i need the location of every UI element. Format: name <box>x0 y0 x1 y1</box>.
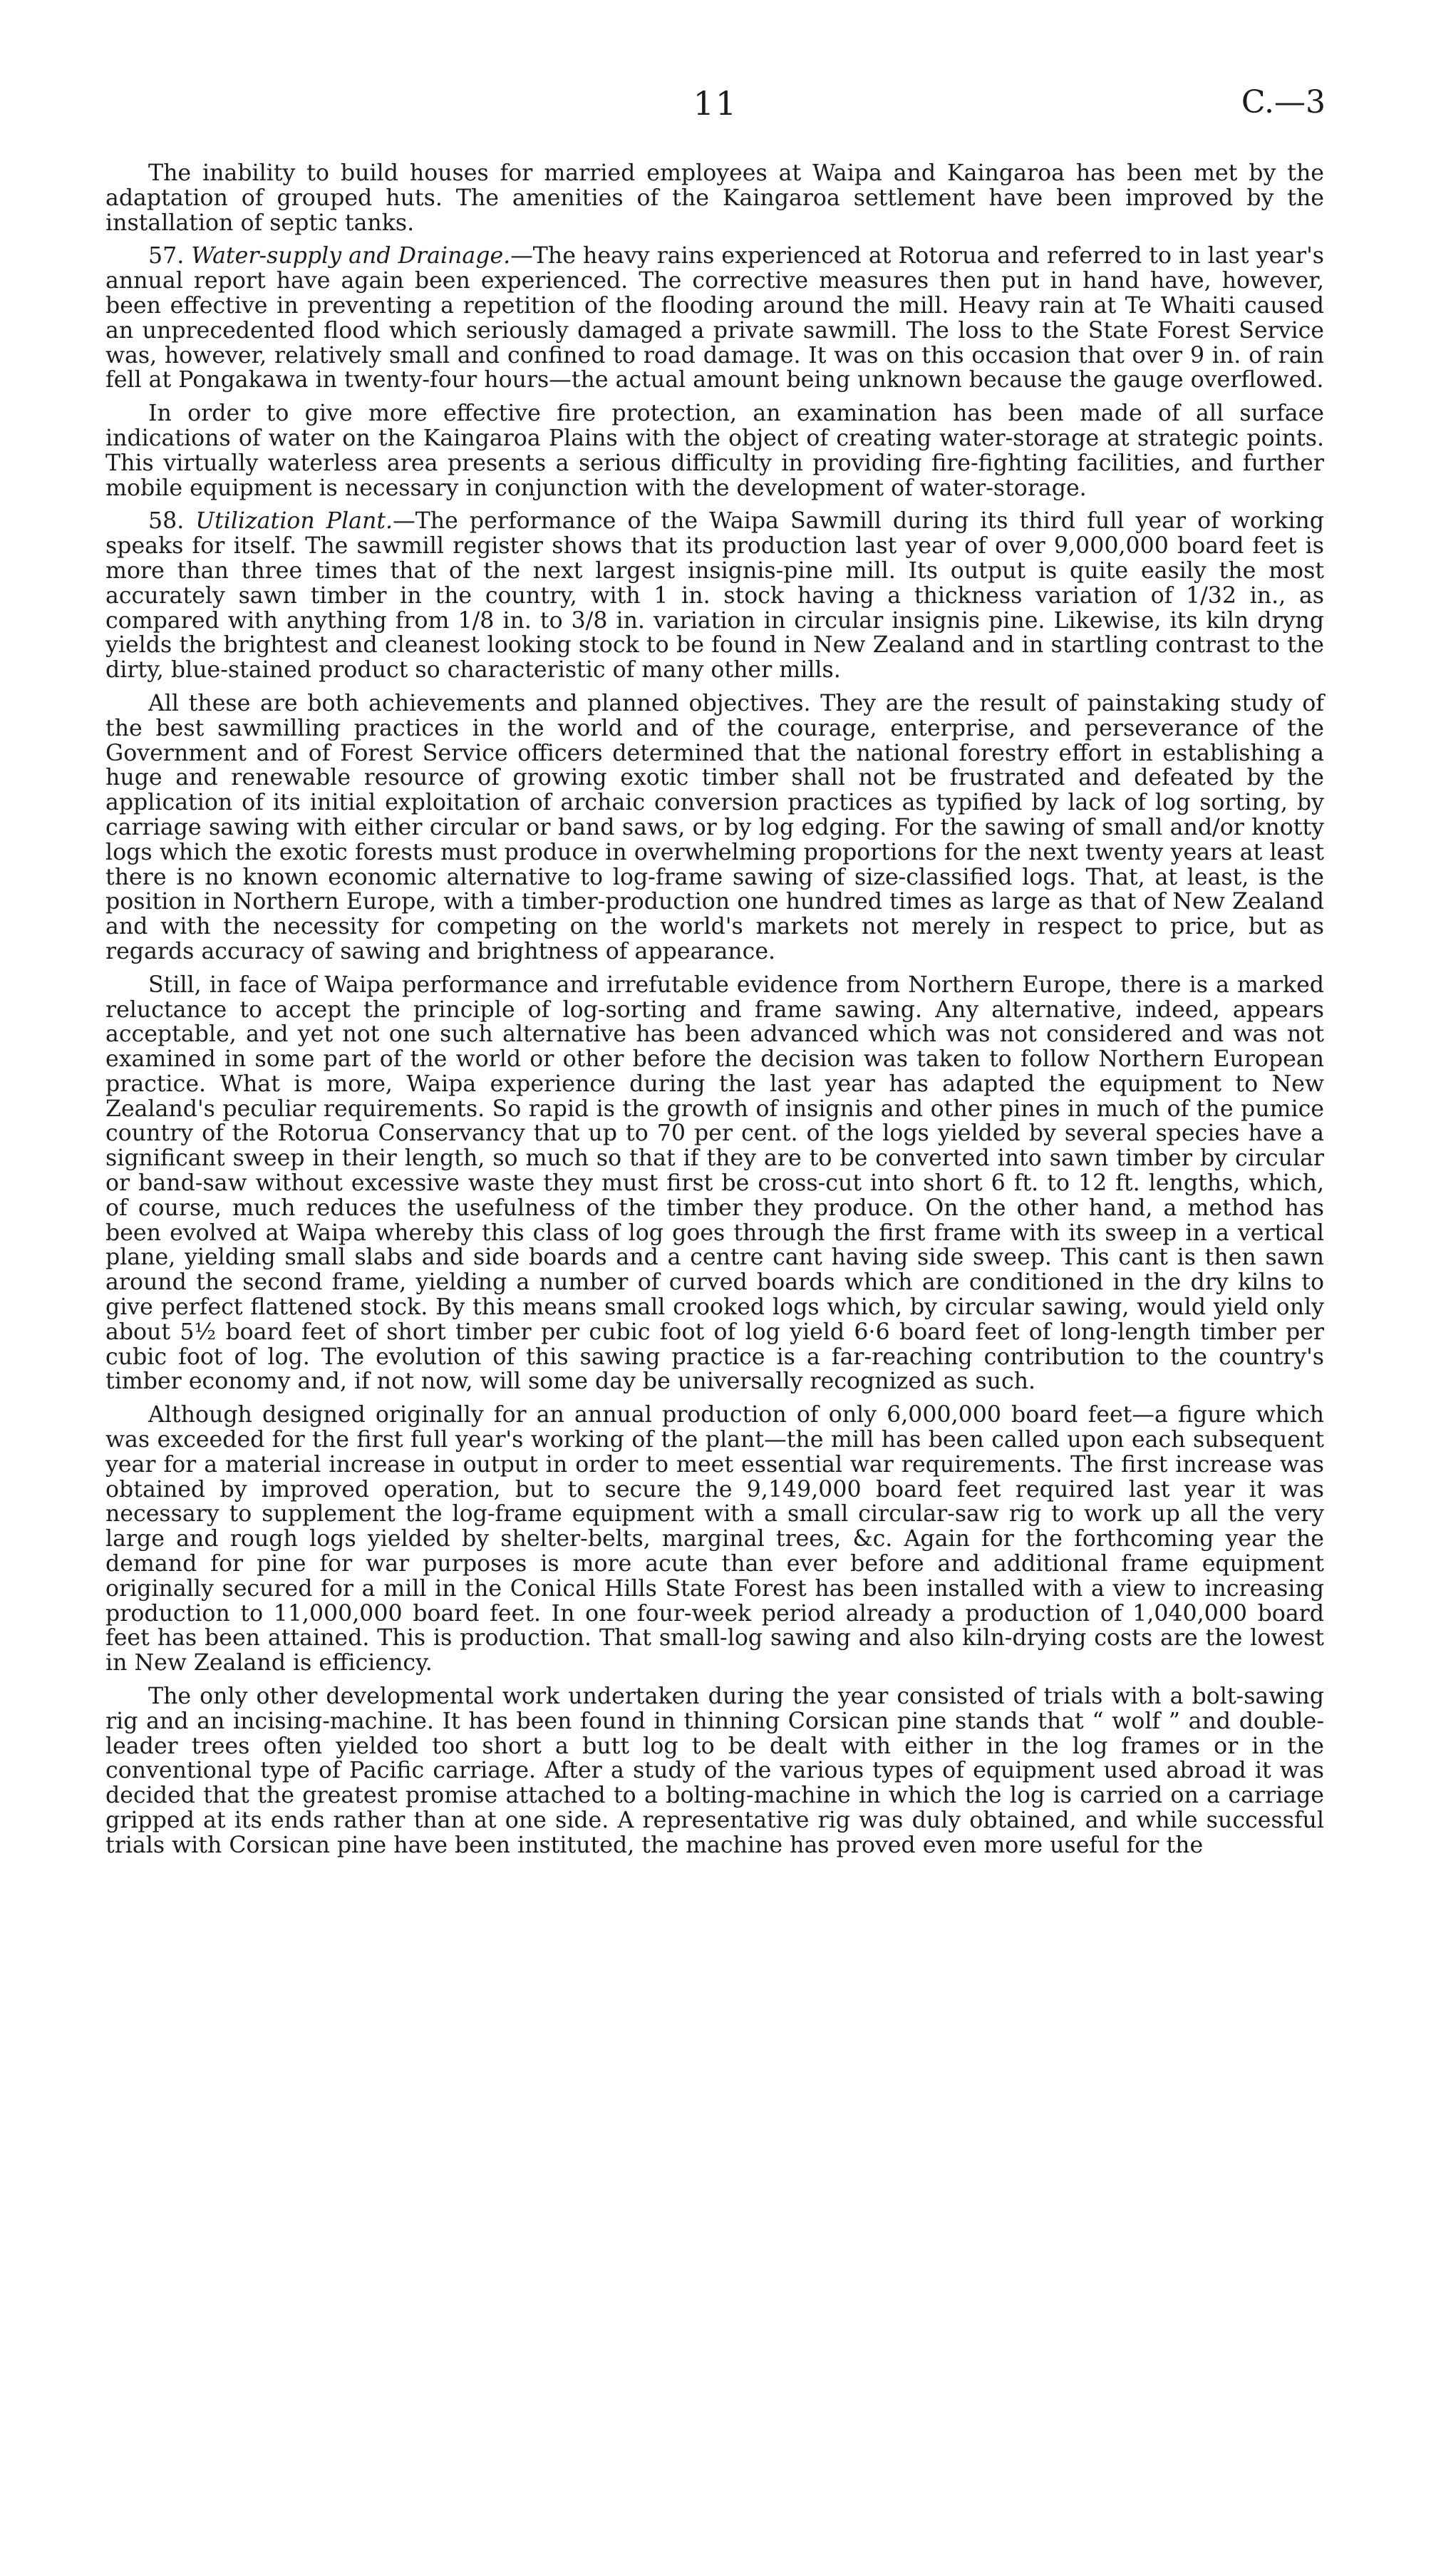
paragraph-57-water-supply <box>105 244 1324 393</box>
body-text <box>105 161 1324 1858</box>
paragraph-text: —The performance of the Waipa Sawmill during its third full year of working speaks for itself. The sawmill register shows that its production last year of over 9,000,000 board feet is more than three times that of the next largest insignis-pine mill. Its output is quite easily the most accurately sawn timber in the country, with 1 in. stock having a thickness variation of 1/32 in., as compared with anything from 1/8 in. to 3/8 in. variation in circular insignis pine. Likewise, its kiln dryng yields the brightest and cleanest looking stock to be found in New Zealand and in startling contrast to the dirty, blue-stained product so characteristic of many other mills. <box>105 508 1324 684</box>
page-number: 11 <box>693 84 738 123</box>
paragraph-fire-protection <box>105 401 1324 500</box>
paragraph-achievements <box>105 691 1324 964</box>
paragraph-housing <box>105 161 1324 235</box>
paragraph-number: 57. <box>148 243 185 269</box>
paragraph-text: The only other developmental work undertaken during the year consisted of trials with a bolt-sawing rig and an incising-machine. It has been found in thinning Corsican pine stands that “ wolf ” and double-leader trees often yielded too short a butt log to be dealt with either in the log frames or in the conventional type of Pacific carriage. After a study of the various types of equipment used abroad it was decided that the greatest promise attached to a bolting-machine in which the log is carried on a carriage gripped at its ends rather than at one side. A representative rig was duly obtained, and while successful trials with Corsican pine have been instituted, the machine has proved even more useful for the <box>105 1684 1324 1858</box>
paragraph-text: The inability to build houses for married employees at Waipa and Kaingaroa has been met by the adaptation of grouped huts. The amenities of the Kaingaroa settlement have been improved by the installation of septic tanks. <box>105 160 1324 236</box>
paragraph-waipa-performance <box>105 973 1324 1395</box>
paragraph-production-increase <box>105 1403 1324 1676</box>
document-code: C.—3 <box>1241 84 1326 120</box>
paragraph-developmental-work <box>105 1684 1324 1858</box>
paragraph-text: —The heavy rains experienced at Rotorua and referred to in last year's annual report have again been experienced. The corrective measures then put in hand have, however, been effective in preventing a repetition of the flooding around the mill. Heavy rain at Te Whaiti caused an unprecedented flood which seriously damaged a private sawmill. The loss to the State Forest Service was, however, relatively small and confined to road damage. It was on this occasion that over 9 in. of rain fell at Pongakawa in twenty-four hours—the actual amount being unknown because the gauge overflowed. <box>105 243 1325 393</box>
section-heading: Utilization Plant. <box>195 508 393 535</box>
paragraph-text: In order to give more effective fire protection, an examination has been made of all surface indications of water on the Kaingaroa Plains with the object of creating water-storage at strategic points. This virtually waterless area presents a serious difficulty in providing fire-fighting facilities, and further mobile equipment is necessary in conjunction with the development of water-storage. <box>105 401 1324 501</box>
paragraph-number: 58. <box>148 508 185 535</box>
section-heading: Water-supply and Drainage. <box>191 243 511 269</box>
page-header <box>100 84 1331 134</box>
paragraph-58-utilization-plant <box>105 509 1324 683</box>
paragraph-text: Still, in face of Waipa performance and irrefutable evidence from Northern Europe, there is a marked reluctance to accept the principle of log-sorting and frame sawing. Any alternative, indeed, appears acceptable, and yet not one such alternative has been advanced which was not considered and was not examined in some part of the world or other before the decision was taken to follow Northern European practice. What is more, Waipa experience during the last year has adapted the equipment to New Zealand's peculiar requirements. So rapid is the growth of insignis and other pines in much of the pumice country of the Rotorua Conservancy that up to 70 per cent. of the logs yielded by several species have a significant sweep in their length, so much so that if they are to be converted into sawn timber by circular or band-saw without excessive waste they must first be cross-cut into short 6 ft. to 12 ft. lengths, which, of course, much reduces the usefulness of the timber they produce. On the other hand, a method has been evolved at Waipa whereby this class of log goes through the first frame with its sweep in a vertical plane, yielding small slabs and side boards and a centre cant having side sweep. This cant is then sawn around the second frame, yielding a number of curved boards which are conditioned in the dry kilns to give perfect flattened stock. By this means small crooked logs which, by circular sawing, would yield only about 5½ board feet of short timber per cubic foot of log yield 6·6 board feet of long-length timber per cubic foot of log. The evolution of this sawing practice is a far-reaching contribution to the country's timber economy and, if not now, will some day be universally recognized as such. <box>105 972 1324 1395</box>
paragraph-text: All these are both achievements and planned objectives. They are the result of painstaking study of the best sawmilling practices in the world and of the courage, enterprise, and perseverance of the Government and of Forest Service officers determined that the national forestry effort in establishing a huge and renewable resource of growing exotic timber shall not be frustrated and defeated by the application of its initial exploitation of archaic conversion practices as typified by lack of log sorting, by carriage sawing with either circular or band saws, or by log edging. For the sawing of small and/or knotty logs which the exotic forests must produce in overwhelming proportions for the next twenty years at least there is no known economic alternative to log-frame sawing of size-classified logs. That, at least, is the position in Northern Europe, with a timber-production one hundred times as large as that of New Zealand and with the necessity for competing on the world's markets not merely in respect to price, but as regards accuracy of sawing and brightness of appearance. <box>105 690 1324 964</box>
paragraph-text: Although designed originally for an annual production of only 6,000,000 board feet—a figure which was exceeded for the first full year's working of the plant—the mill has been called upon each subsequent year for a material increase in output in order to meet essential war requirements. The first increase was obtained by improved operation, but to secure the 9,149,000 board feet required last year it was necessary to supplement the log-frame equipment with a small circular-saw rig to work up all the very large and rough logs yielded by shelter-belts, marginal trees, &c. Again for the forthcoming year the demand for pine for war purposes is more acute than ever before and additional frame equipment originally secured for a mill in the Conical Hills State Forest has been installed with a view to increasing production to 11,000,000 board feet. In one four-week period already a production of 1,040,000 board feet has been attained. This is production. That small-log sawing and also kiln-drying costs are the lowest in New Zealand is efficiency. <box>105 1402 1324 1676</box>
